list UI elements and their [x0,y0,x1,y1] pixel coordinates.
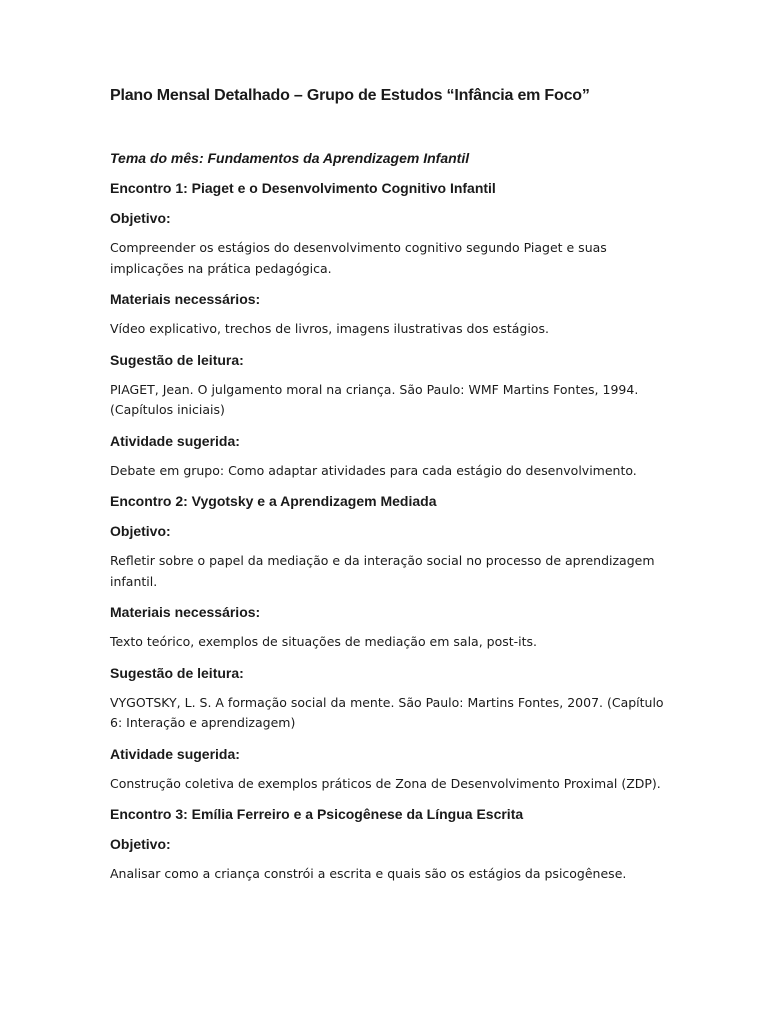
meeting-1-objective: Compreender os estágios do desenvolvimento cognitivo segundo Piaget e suas implicações na prática pedagógica. [110,240,607,276]
meeting-1-reading: PIAGET, Jean. O julgamento moral na criança. São Paulo: WMF Martins Fontes, 1994. (Capítulos iniciais) [110,381,639,417]
meeting-1-objective-label: Objetivo: [110,210,171,226]
meeting-2-activity-label: Atividade sugerida: [110,745,240,762]
meeting-3-objective: Analisar como a criança constrói a escrita e quais são os estágios da psicogênese. [110,866,627,881]
meeting-2-title: Encontro 2: Vygotsky e a Aprendizagem Mediada [110,493,437,509]
document-title: Plano Mensal Detalhado – Grupo de Estudos “Infância em Foco” [110,87,590,104]
meeting-1-materials-label: Materiais necessários: [110,291,261,307]
meeting-2-reading: VYGOTSKY, L. S. A formação social da mente. São Paulo: Martins Fontes, 2007. (Capítulo 6: Interação e aprendizagem) [110,694,664,730]
meeting-2-reading-label: Sugestão de leitura: [110,664,244,681]
meeting-1-materials: Vídeo explicativo, trechos de livros, imagens ilustrativas dos estágios. [110,321,549,336]
document-content [110,84,670,885]
meeting-2-activity: Construção coletiva de exemplos práticos de Zona de Desenvolvimento Proximal (ZDP). [110,775,661,791]
meeting-1-reading-label: Sugestão de leitura: [110,351,244,368]
meeting-3-title: Encontro 3: Emília Ferreiro e a Psicogênese da Língua Escrita [110,806,524,822]
meeting-2-objective: Refletir sobre o papel da mediação e da interação social no processo de aprendizagem infantil. [110,553,655,589]
meeting-3-objective-label: Objetivo: [110,836,171,852]
meeting-2-materials: Texto teórico, exemplos de situações de mediação em sala, post-its. [110,634,538,649]
meeting-2-materials-label: Materiais necessários: [110,604,261,620]
meeting-1-activity: Debate em grupo: Como adaptar atividades para cada estágio do desenvolvimento. [110,462,637,478]
meeting-1-activity-label: Atividade sugerida: [110,432,240,449]
month-theme: Tema do mês: Fundamentos da Aprendizagem Infantil [110,150,470,166]
meeting-2-objective-label: Objetivo: [110,523,171,539]
meeting-1-title: Encontro 1: Piaget e o Desenvolvimento Cognitivo Infantil [110,180,496,196]
